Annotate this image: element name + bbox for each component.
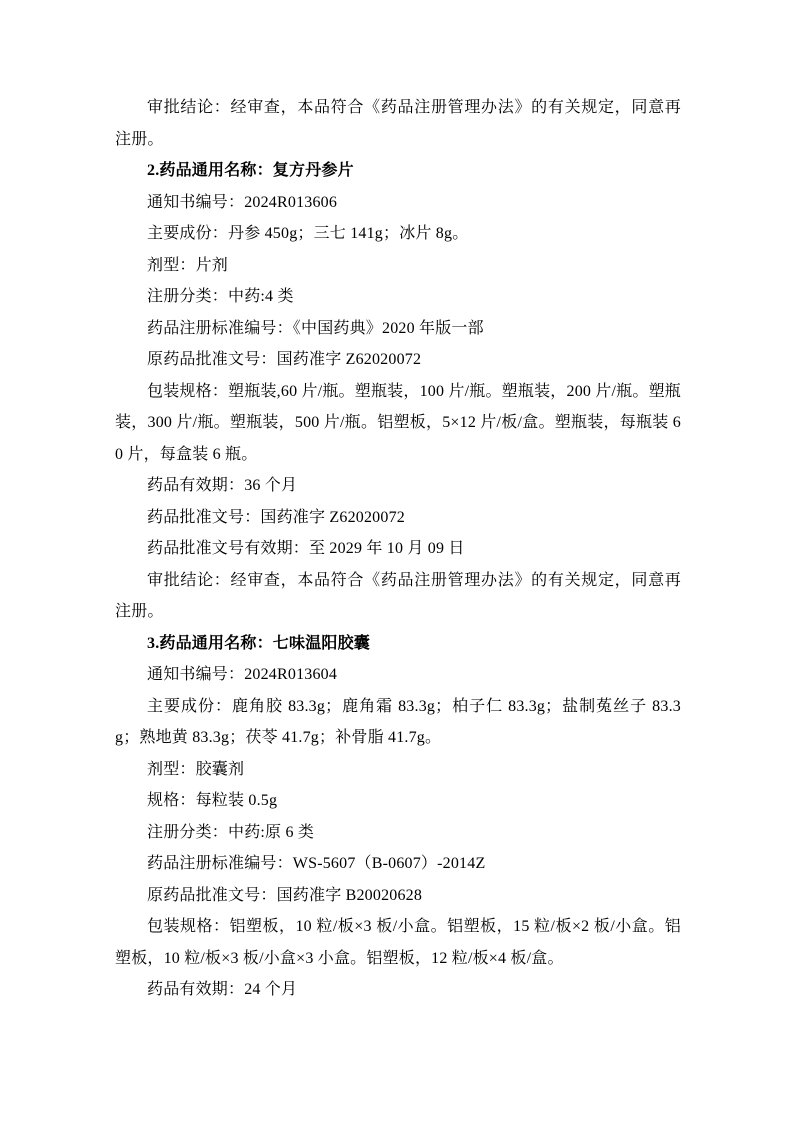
drug-2-standard-number: 药品注册标准编号：《中国药典》2020 年版一部	[147, 319, 484, 337]
drug-2-registration-class: 注册分类：中药:4 类	[147, 288, 294, 305]
drug-2-notice-number: 通知书编号：2024R013606	[147, 193, 338, 211]
drug-3-registration-class: 注册分类：中药:原 6 类	[147, 823, 315, 841]
drug-2-approval-number-validity: 药品批准文号有效期：至 2029 年 10 月 09 日	[147, 540, 465, 557]
drug-2-heading: 2.药品通用名称：复方丹参片	[147, 162, 354, 179]
drug-3-heading: 3.药品通用名称：七味温阳胶囊	[147, 634, 371, 652]
drug-3-original-approval-number: 原药品批准文号：国药准字 B20020628	[147, 886, 423, 904]
drug-3-dosage-form: 剂型：胶囊剂	[147, 760, 245, 778]
drug-3-notice-number: 通知书编号：2024R013604	[147, 666, 338, 683]
approval-conclusion-item2: 审批结论：经审查，本品符合《药品注册管理办法》的有关规定，同意再注册。	[115, 99, 681, 148]
drug-3-packaging-spec: 包装规格：铝塑板，10 粒/板×3 板/小盒。铝塑板，15 粒/板×2 板/小盒。铝塑板，10 粒/板×3 板/小盒×3 小盒。铝塑板，12 粒/板×4 板/盒。	[115, 918, 681, 967]
drug-2-shelf-life: 药品有效期：36 个月	[147, 477, 298, 494]
drug-2-approval-number: 药品批准文号：国药准字 Z62020072	[147, 508, 405, 526]
drug-2-main-ingredients: 主要成份：丹参 450g；三七 141g；冰片 8g。	[147, 225, 469, 242]
drug-3-main-ingredients: 主要成份：鹿角胶 83.3g；鹿角霜 83.3g；柏子仁 83.3g；盐制菟丝子 83.3g；熟地黄 83.3g；茯苓 41.7g；补骨脂 41.7g。	[115, 697, 681, 746]
drug-2-original-approval-number: 原药品批准文号：国药准字 Z62020072	[147, 351, 422, 368]
drug-2-packaging-spec: 包装规格：塑瓶装,60 片/瓶。塑瓶装，100 片/瓶。塑瓶装，200 片/瓶。塑瓶装，300 片/瓶。塑瓶装，500 片/瓶。铝塑板，5×12 片/板/盒。塑瓶装，每瓶装 60 片，每盒装 6 瓶。	[115, 382, 681, 463]
drug-3-shelf-life: 药品有效期：24 个月	[147, 981, 298, 998]
drug-3-standard-number: 药品注册标准编号：WS-5607（B-0607）-2014Z	[147, 855, 486, 872]
drug-3-specification: 规格：每粒装 0.5g	[147, 792, 278, 809]
drug-2-dosage-form: 剂型：片剂	[147, 256, 229, 274]
document-body	[115, 92, 681, 1006]
approval-conclusion-item3: 审批结论：经审查，本品符合《药品注册管理办法》的有关规定，同意再注册。	[115, 571, 681, 620]
